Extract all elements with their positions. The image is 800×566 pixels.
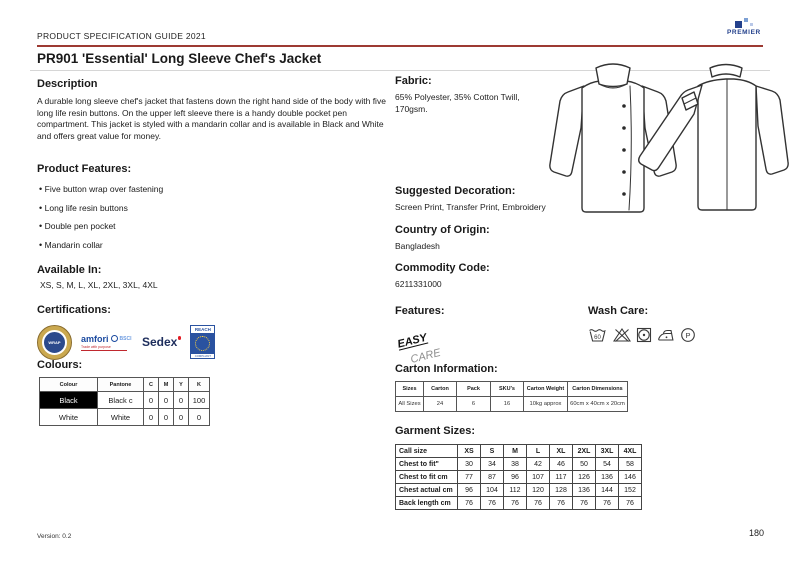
table-row — [396, 458, 642, 471]
fabric-line1: 65% Polyester, 35% Cotton Twill, — [395, 92, 520, 102]
carton-information-table — [395, 381, 628, 412]
cell: 0 — [174, 409, 189, 426]
product-features-list — [39, 184, 337, 250]
cell: 0 — [144, 409, 159, 426]
commodity-code-value: 6211331000 — [395, 279, 442, 289]
cell: All Sizes — [396, 397, 424, 412]
header-label: PRODUCT SPECIFICATION GUIDE 2021 — [37, 31, 206, 41]
cell: 0 — [189, 409, 210, 426]
amfori-bsci-logo — [81, 334, 133, 351]
do-not-bleach-icon — [613, 327, 631, 343]
certifications-heading: Certifications: — [37, 304, 111, 316]
reach-logo-subtitle: COMPLIANT — [191, 354, 214, 359]
commodity-code-heading: Commodity Code: — [395, 262, 490, 274]
feature-item: • Mandarin collar — [39, 240, 337, 250]
jacket-back — [639, 65, 788, 211]
chef-jacket-front-back-drawing — [538, 56, 790, 242]
premier-logo-squares-icon — [733, 18, 767, 29]
page-title: PR901 'Essential' Long Sleeve Chef's Jacket — [37, 51, 322, 66]
sedex-logo — [142, 335, 181, 349]
cell: L — [527, 445, 550, 458]
bsci-logo-text: BSCI — [119, 335, 132, 342]
suggested-decoration-section — [395, 185, 546, 214]
cell: 104 — [481, 484, 504, 497]
machine-wash-60-icon — [588, 327, 608, 343]
cell: 126 — [573, 471, 596, 484]
tumble-dry-icon — [636, 327, 652, 343]
row-label: Chest to fit cm — [396, 471, 458, 484]
product-features-section — [37, 163, 337, 258]
col-header: Y — [174, 378, 189, 392]
available-in-heading: Available In: — [37, 264, 102, 276]
col-header: Carton Weight — [524, 382, 568, 397]
col-header: M — [159, 378, 174, 392]
fabric-heading: Fabric: — [395, 75, 432, 87]
table-row — [396, 497, 642, 510]
cell: 54 — [596, 458, 619, 471]
garment-sizes-section — [395, 425, 642, 510]
cell: 30 — [458, 458, 481, 471]
cell: 136 — [573, 484, 596, 497]
feature-item: • Five button wrap over fastening — [39, 184, 337, 194]
cell: 3XL — [596, 445, 619, 458]
cell: 0 — [174, 392, 189, 409]
row-label: Chest actual cm — [396, 484, 458, 497]
cell: XS — [458, 445, 481, 458]
amfori-tagline: Trade with purpose — [81, 344, 111, 349]
description-heading: Description — [37, 78, 98, 90]
header-rule — [37, 45, 763, 47]
cell: 128 — [550, 484, 573, 497]
colours-table — [39, 377, 210, 426]
feature-item: • Double pen pocket — [39, 221, 337, 231]
cell: 96 — [504, 471, 527, 484]
suggested-decoration-heading: Suggested Decoration: — [395, 185, 516, 197]
cell: 87 — [481, 471, 504, 484]
easy-care-logo-line1: EASY — [396, 331, 429, 351]
cell: S — [481, 445, 504, 458]
suggested-decoration-value: Screen Print, Transfer Print, Embroidery — [395, 202, 546, 212]
cell: 117 — [550, 471, 573, 484]
col-header: SKU's — [491, 382, 524, 397]
certifications-section — [37, 304, 215, 361]
wash-care-section — [588, 305, 696, 343]
cell: 152 — [619, 484, 642, 497]
colour-swatch-cell: Black — [40, 392, 98, 409]
easy-care-logo-line2: CARE — [409, 346, 442, 366]
commodity-code-section — [395, 262, 490, 291]
wrap-logo-icon — [37, 325, 72, 360]
cell: 107 — [527, 471, 550, 484]
country-of-origin-section — [395, 224, 490, 253]
cell: 112 — [504, 484, 527, 497]
cell: 77 — [458, 471, 481, 484]
cell: 4XL — [619, 445, 642, 458]
cell: 60cm x 40cm x 20cm — [568, 397, 628, 412]
wash-care-heading: Wash Care: — [588, 305, 649, 317]
reach-eu-stars-icon — [191, 333, 214, 354]
cell: 144 — [596, 484, 619, 497]
cell: Black c — [98, 392, 144, 409]
table-row — [396, 484, 642, 497]
col-header: Sizes — [396, 382, 424, 397]
cell: 146 — [619, 471, 642, 484]
sedex-logo-text: Sedex — [142, 335, 178, 349]
cell: 120 — [527, 484, 550, 497]
cell: M — [504, 445, 527, 458]
cell: 58 — [619, 458, 642, 471]
country-of-origin-heading: Country of Origin: — [395, 224, 490, 236]
garment-sizes-table — [395, 444, 642, 510]
row-label: Chest to fit" — [396, 458, 458, 471]
premier-logo — [727, 18, 767, 36]
table-row — [396, 397, 628, 412]
table-row — [396, 471, 642, 484]
colour-swatch-cell: White — [40, 409, 98, 426]
colours-section — [37, 359, 210, 426]
cell: 76 — [504, 497, 527, 510]
col-header: Carton Dimensions — [568, 382, 628, 397]
cell: 100 — [189, 392, 210, 409]
garment-sizes-heading: Garment Sizes: — [395, 425, 476, 437]
cell: 0 — [144, 392, 159, 409]
cell: 76 — [596, 497, 619, 510]
version-label: Version: 0.2 — [37, 533, 72, 540]
cell: 2XL — [573, 445, 596, 458]
cell: 96 — [458, 484, 481, 497]
sedex-dot-icon — [178, 336, 182, 340]
cell: 16 — [491, 397, 524, 412]
iron-icon — [657, 328, 675, 342]
cell: 50 — [573, 458, 596, 471]
certification-logos — [37, 323, 215, 361]
cell: 0 — [159, 409, 174, 426]
cell: 38 — [504, 458, 527, 471]
features-section — [395, 305, 445, 365]
col-header: Colour — [40, 378, 98, 392]
wash-care-icons — [588, 327, 696, 343]
available-in-section — [37, 264, 158, 292]
reach-logo-title: REACH — [191, 326, 214, 333]
available-in-value: XS, S, M, L, XL, 2XL, 3XL, 4XL — [40, 280, 158, 290]
description-body: A durable long sleeve chef's jacket that fastens down the right hand side of the body with five long life resin buttons. On the upper left sleeve there is a handy double pocket pen compartment. This jacket is styled with a mandarin collar and is available in Black and White and offers great value for money. — [37, 96, 386, 141]
premier-logo-text: PREMIER — [727, 29, 761, 36]
cell: 42 — [527, 458, 550, 471]
cell: White — [98, 409, 144, 426]
amfori-rule — [81, 350, 127, 351]
cell: 76 — [481, 497, 504, 510]
cell: 24 — [424, 397, 457, 412]
cell: 6 — [457, 397, 491, 412]
table-row — [40, 392, 210, 409]
cell: 10kg approx — [524, 397, 568, 412]
amfori-logo-text: amfori — [81, 333, 109, 344]
cell: 0 — [159, 392, 174, 409]
description-section — [37, 78, 389, 142]
product-features-heading: Product Features: — [37, 163, 132, 175]
carton-information-section — [395, 363, 628, 412]
col-header: K — [189, 378, 210, 392]
cell: 46 — [550, 458, 573, 471]
col-header: Pantone — [98, 378, 144, 392]
carton-header-row — [396, 382, 628, 397]
dry-clean-p-icon — [680, 327, 696, 343]
col-header: C — [144, 378, 159, 392]
col-header: Pack — [457, 382, 491, 397]
row-label: Call size — [396, 445, 458, 458]
cell: XL — [550, 445, 573, 458]
svg-text:P: P — [685, 330, 691, 340]
reach-logo — [190, 325, 215, 359]
wrap-logo-text: WRAP — [42, 330, 67, 355]
svg-text:60: 60 — [594, 335, 601, 341]
cell: 76 — [550, 497, 573, 510]
feature-item: • Long life resin buttons — [39, 203, 337, 213]
colours-header-row — [40, 378, 210, 392]
col-header: Carton — [424, 382, 457, 397]
cell: 76 — [573, 497, 596, 510]
amfori-globe-icon — [111, 335, 118, 342]
cell: 136 — [596, 471, 619, 484]
cell: 76 — [527, 497, 550, 510]
page-number: 180 — [748, 528, 764, 538]
cell: 34 — [481, 458, 504, 471]
cell: 76 — [458, 497, 481, 510]
carton-information-heading: Carton Information: — [395, 363, 498, 375]
jacket-illustrations — [538, 56, 790, 247]
country-of-origin-value: Bangladesh — [395, 241, 440, 251]
row-label: Back length cm — [396, 497, 458, 510]
garment-header-row — [396, 445, 642, 458]
features-heading: Features: — [395, 305, 445, 317]
cell: 76 — [619, 497, 642, 510]
colours-heading: Colours: — [37, 359, 83, 371]
table-row — [40, 409, 210, 426]
fabric-line2: 170gsm. — [395, 103, 428, 114]
